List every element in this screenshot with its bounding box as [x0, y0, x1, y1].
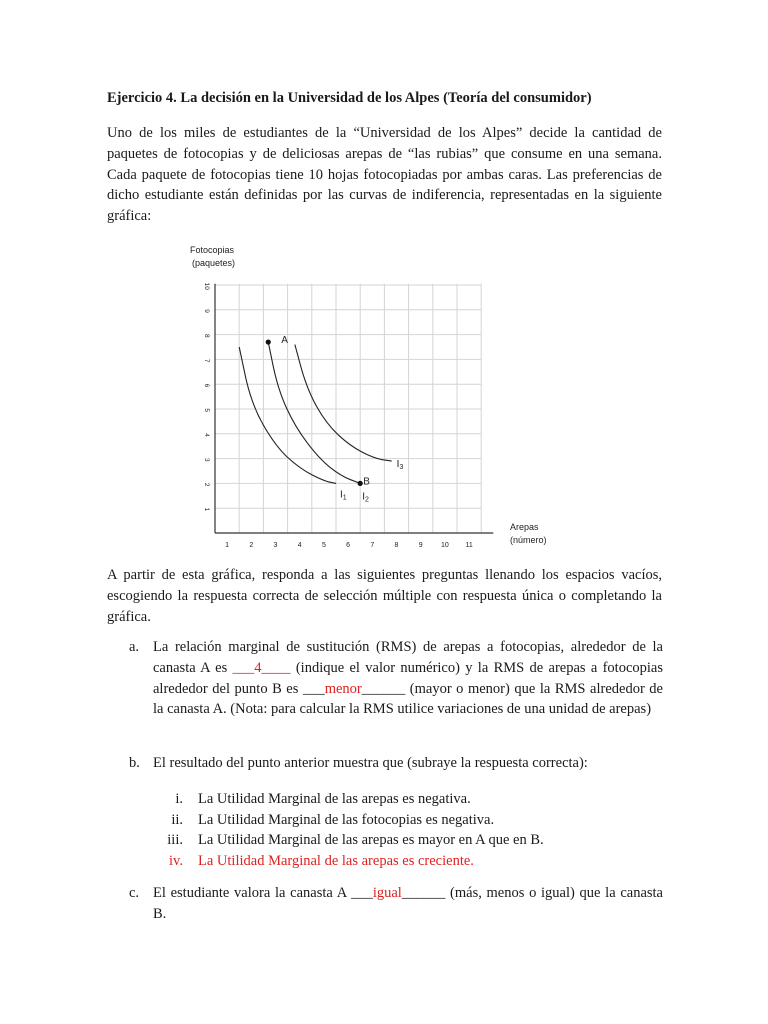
- indifference-curve-chart: [180, 238, 560, 553]
- y-tick-label: 10: [203, 282, 210, 290]
- answer-c-blank: [351, 885, 445, 901]
- point-a: [266, 339, 271, 344]
- option-iv-selected[interactable]: [107, 851, 667, 872]
- option-number: iv.: [169, 852, 183, 869]
- x-axis-label-line2: (número): [510, 535, 547, 545]
- answer-a2-blank: [303, 681, 405, 697]
- chart-axes: [215, 284, 493, 533]
- x-tick-label: 1: [225, 542, 230, 549]
- intro-paragraph: Uno de los miles de estudiantes de la “Universidad de los Alpes” decide la cantidad de paquetes de fotocopias y de deliciosas arepas de “las rubias” que consume en una semana. Cada paquete de fotocopias tiene 10 hojas fotocopiadas por ambas caras. Las preferencias de dicho estudiante están definidas por las curvas de indiferencia, representadas en la siguiente gráfica:: [107, 125, 662, 225]
- option-ii[interactable]: [107, 810, 667, 831]
- answer-a2-blank-pre: ___: [302, 680, 325, 697]
- x-tick-label: 4: [297, 542, 302, 549]
- option-text: La Utilidad Marginal de las arepas es negativa.: [198, 791, 471, 807]
- option-iii[interactable]: [107, 830, 667, 851]
- y-axis-label-line2: (paquetes): [192, 258, 236, 268]
- instructions-paragraph: A partir de esta gráfica, responda a las siguientes preguntas llenando los espacios vacíos, escogiendo la respuesta correcta de selección múltiple con respuesta única o completando la gráfica.: [107, 567, 662, 625]
- question-a-text: [153, 637, 663, 720]
- option-number: iii.: [167, 832, 183, 848]
- point-label-b: B: [363, 476, 370, 488]
- question-a-text2: (indique el valor numérico) y la RMS de arepas a fotocopias alrededor del punto B es: [153, 659, 663, 697]
- curve-i3: [295, 345, 392, 462]
- option-number: i.: [175, 791, 183, 807]
- point-label-a: A: [281, 335, 288, 347]
- question-c-letter: c.: [129, 885, 140, 901]
- answer-a2-blank-post: ______: [361, 680, 406, 697]
- y-tick-label: 5: [203, 408, 210, 413]
- y-axis-label-line1: Fotocopias: [190, 245, 235, 255]
- x-tick-label: 10: [441, 542, 449, 549]
- question-b-options: [107, 789, 667, 871]
- question-a-letter: a.: [129, 639, 140, 655]
- x-tick-label: 2: [249, 542, 254, 549]
- curve-i2: [268, 342, 360, 483]
- curve-label-i1: $I_1$: [340, 489, 347, 502]
- curve-label-i3: $I_3$: [396, 459, 404, 472]
- x-tick-label: 6: [346, 542, 351, 549]
- x-axis-label-line1: Arepas: [510, 522, 539, 532]
- option-text: La Utilidad Marginal de las arepas es mayor en A que en B.: [198, 832, 544, 848]
- x-tick-label: 5: [321, 542, 326, 549]
- option-number: ii.: [171, 811, 183, 828]
- x-tick-label: 11: [465, 542, 473, 549]
- answer-a1-blank-pre: ___: [232, 659, 255, 676]
- y-tick-label: 7: [203, 358, 210, 363]
- y-tick-label: 4: [203, 433, 210, 437]
- option-text: La Utilidad Marginal de las fotocopias es negativa.: [198, 811, 495, 828]
- question-a-text1: La relación marginal de sustitución (RMS) de arepas a fotocopias, alrededor de la canasta A es: [153, 639, 663, 676]
- exercise-title: Ejercicio 4. La decisión en la Universidad de los Alpes (Teoría del consumidor): [107, 90, 592, 106]
- answer-a1: 4: [254, 659, 262, 676]
- question-a-text3: (mayor o menor) que la RMS alrededor de la canasta A. (Nota: para calcular la RMS utilice variaciones de una unidad de arepas): [153, 680, 663, 718]
- x-tick-label: 3: [273, 542, 278, 549]
- answer-c-blank-pre: ___: [351, 885, 373, 901]
- answer-c: igual: [372, 885, 402, 901]
- y-tick-label: 3: [203, 458, 210, 462]
- answer-a2: menor: [324, 680, 362, 697]
- x-tick-label: 9: [418, 542, 423, 549]
- option-i[interactable]: [107, 789, 667, 810]
- x-tick-label: 8: [394, 542, 399, 549]
- x-tick-label: 7: [370, 542, 375, 549]
- question-c-text: [153, 883, 663, 925]
- option-text: La Utilidad Marginal de las arepas es creciente.: [198, 852, 474, 869]
- y-tick-label: 9: [203, 309, 210, 313]
- question-c-text2: (más, menos o igual) que la canasta B.: [153, 885, 663, 922]
- point-b: [358, 481, 363, 486]
- y-tick-label: 1: [203, 507, 210, 512]
- curve-label-i2: $I_2$: [362, 491, 369, 504]
- question-c-text1: El estudiante valora la canasta A: [153, 885, 352, 901]
- chart-points: [266, 335, 371, 487]
- y-tick-label: 6: [203, 383, 210, 388]
- y-tick-label: 2: [203, 482, 210, 487]
- answer-c-blank-post: ______: [401, 885, 446, 901]
- question-b-letter: b.: [129, 755, 140, 771]
- y-tick-label: 8: [203, 334, 210, 338]
- answer-a1-blank: [233, 660, 291, 676]
- question-b-text: El resultado del punto anterior muestra que (subraye la respuesta correcta):: [153, 755, 588, 771]
- answer-a1-blank-post: ____: [261, 659, 291, 676]
